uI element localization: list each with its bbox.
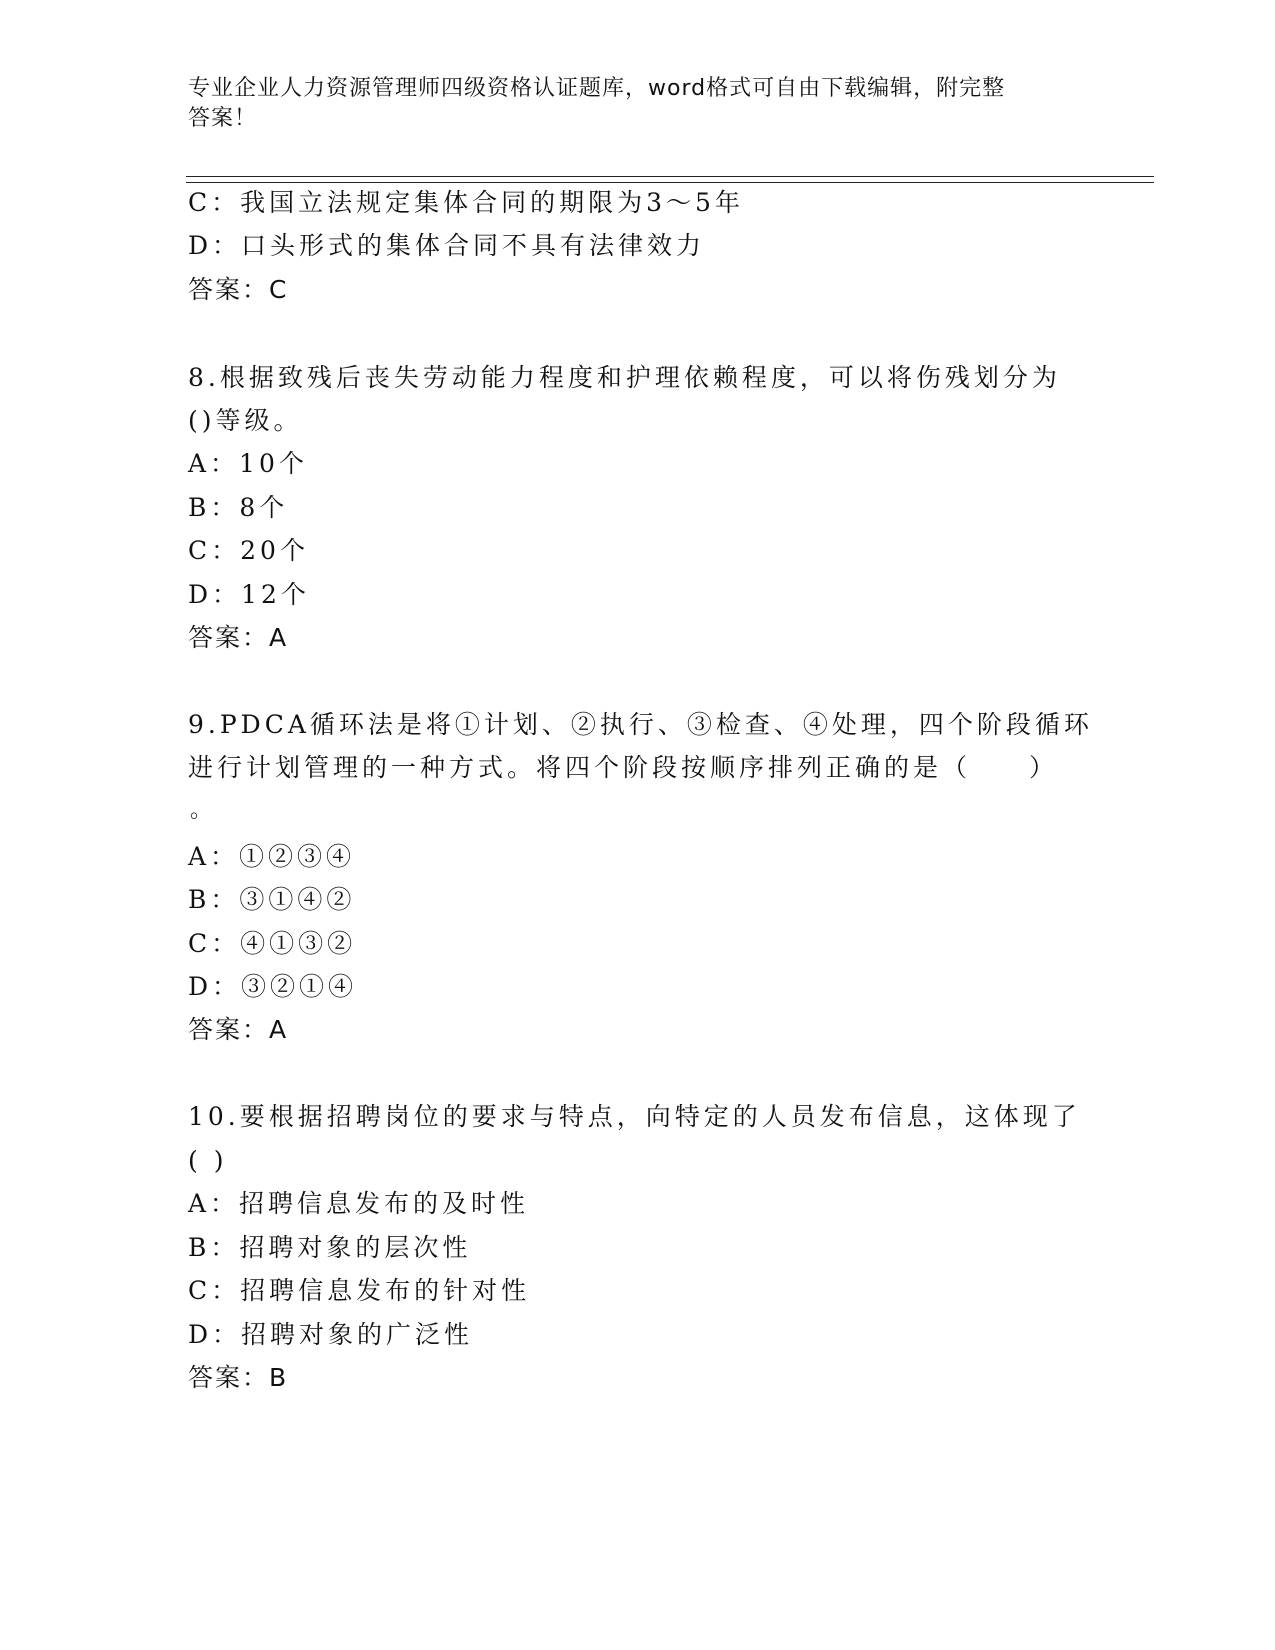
q9-answer: 答案：A [188,1015,289,1044]
header-divider-bottom [186,182,1154,183]
q10-option-c: C：招聘信息发布的针对性 [188,1276,531,1305]
q8-option-c: C：20个 [188,536,309,565]
q10-stem-line-1: 10.要根据招聘岗位的要求与特点，向特定的人员发布信息，这体现了 [188,1102,1081,1131]
q9-stem-line-1: 9.PDCA循环法是将①计划、②执行、③检查、④处理，四个阶段循环 [188,710,1093,739]
q10-option-d: D：招聘对象的广泛性 [188,1320,474,1349]
q9-option-b: B：③①④② [188,885,356,914]
q7-option-c: C：我国立法规定集体合同的期限为3～5年 [188,188,744,217]
q8-option-d: D：12个 [188,580,310,609]
q9-stem-line-3: 。 [190,798,213,823]
q10-option-a: A：招聘信息发布的及时性 [188,1189,530,1218]
q7-option-d: D：口头形式的集体合同不具有法律效力 [188,231,706,260]
q10-option-b: B：招聘对象的层次性 [188,1233,472,1262]
q8-option-b: B：8个 [188,493,289,522]
header-divider-top [186,176,1154,177]
q8-option-a: A：10个 [188,449,308,478]
q8-stem-line-2: ()等级。 [188,406,303,435]
q9-stem-line-2: 进行计划管理的一种方式。将四个阶段按顺序排列正确的是（ ） [188,753,1059,782]
q9-option-a: A：①②③④ [188,842,356,871]
q10-answer: 答案：B [188,1363,289,1392]
q8-stem-line-1: 8.根据致残后丧失劳动能力程度和护理依赖程度，可以将伤残划分为 [188,363,1061,392]
q10-stem-line-2: ( ) [188,1146,228,1175]
q7-answer: 答案：C [188,275,289,304]
header-line-2: 答案！ [188,106,258,131]
q8-answer: 答案：A [188,623,289,652]
header-line-1: 专业企业人力资源管理师四级资格认证题库，word格式可自由下载编辑，附完整 [188,76,1006,101]
document-header [188,74,1068,134]
q9-option-c: C：④①③② [188,929,357,958]
q9-option-d: D：③②①④ [188,972,358,1001]
